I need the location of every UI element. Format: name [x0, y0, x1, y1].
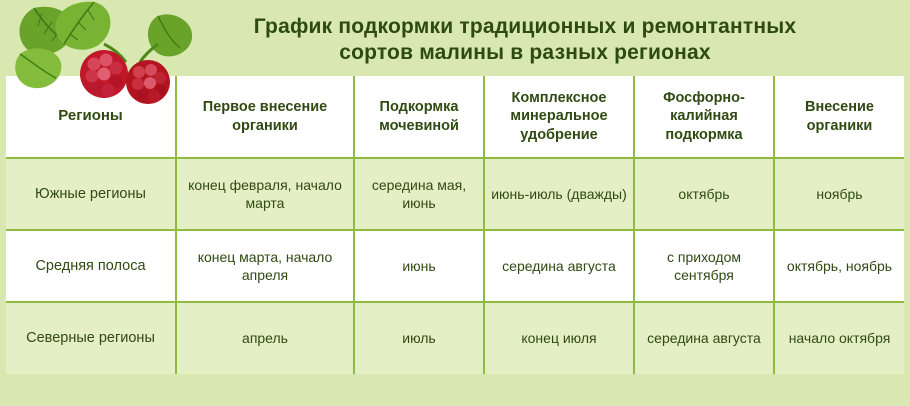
cell-south-first-organic: конец февраля, начало марта	[176, 158, 354, 230]
table-row	[6, 158, 904, 230]
cell-north-complex-mineral: конец июля	[484, 302, 634, 374]
cell-north-urea: июль	[354, 302, 484, 374]
cell-middle-first-organic: конец марта, начало апреля	[176, 230, 354, 302]
page-title-line-1: График подкормки традиционных и ремонтантных	[253, 14, 797, 38]
cell-south-urea: середина мая, июнь	[354, 158, 484, 230]
cell-south-complex-mineral: июнь-июль (дважды)	[484, 158, 634, 230]
column-header-organic: Внесение органики	[774, 76, 904, 158]
cell-north-phosphorus-potassium: середина августа	[634, 302, 774, 374]
cell-middle-phosphorus-potassium: с приходом сентября	[634, 230, 774, 302]
row-header-middle: Средняя полоса	[6, 230, 176, 302]
row-header-north: Северные регионы	[6, 302, 176, 374]
cell-middle-organic: октябрь, ноябрь	[774, 230, 904, 302]
table-row	[6, 302, 904, 374]
cell-south-organic: ноябрь	[774, 158, 904, 230]
title-band	[0, 0, 910, 76]
cell-north-organic: начало октября	[774, 302, 904, 374]
cell-north-first-organic: апрель	[176, 302, 354, 374]
table-row	[6, 230, 904, 302]
column-header-urea: Подкормка мочевиной	[354, 76, 484, 158]
column-header-complex-mineral: Комплексное минеральное удобрение	[484, 76, 634, 158]
column-header-first-organic: Первое внесение органики	[176, 76, 354, 158]
table-body	[6, 158, 904, 374]
page-title	[254, 14, 796, 67]
row-header-south: Южные регионы	[6, 158, 176, 230]
cell-middle-urea: июнь	[354, 230, 484, 302]
schedule-table-wrap	[0, 76, 910, 380]
feeding-schedule-table	[6, 76, 904, 374]
column-header-phosphorus-potassium: Фосфорно-калийная подкормка	[634, 76, 774, 158]
header-row	[6, 76, 904, 158]
table-header	[6, 76, 904, 158]
cell-middle-complex-mineral: середина августа	[484, 230, 634, 302]
page-title-line-2: сортов малины в разных регионах	[339, 41, 711, 64]
column-header-regions: Регионы	[6, 76, 176, 158]
cell-south-phosphorus-potassium: октябрь	[634, 158, 774, 230]
